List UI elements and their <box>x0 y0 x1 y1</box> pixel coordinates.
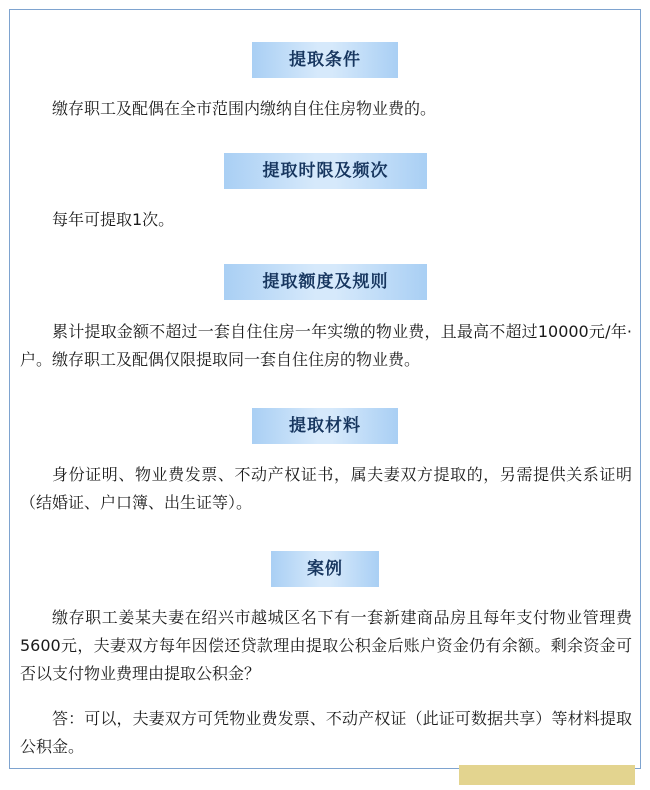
section-text-case-answer: 答：可以，夫妻双方可凭物业费发票、不动产权证（此证可数据共享）等材料提取公积金。 <box>20 709 632 756</box>
section-heading-amount: 提取额度及规则 <box>224 264 427 300</box>
section-heading-case: 案例 <box>271 551 379 587</box>
section-heading-frequency: 提取时限及频次 <box>224 153 427 189</box>
section-heading-conditions: 提取条件 <box>252 42 398 78</box>
section-heading-materials: 提取材料 <box>252 408 398 444</box>
section-text-conditions: 缴存职工及配偶在全市范围内缴纳自住住房物业费的。 <box>52 99 437 118</box>
section-text-case-question: 缴存职工姜某夫妻在绍兴市越城区名下有一套新建商品房且每年支付物业管理费5600元，夫妻双方每年因偿还贷款理由提取公积金后账户资金仍有余额。剩余资金可否以支付物业费理由提取公积金？ <box>20 608 632 683</box>
decorative-accent-bar <box>459 765 635 785</box>
section-text-frequency: 每年可提取1次。 <box>52 210 175 229</box>
section-text-amount: 累计提取金额不超过一套自住住房一年实缴的物业费，且最高不超过10000元/年·户。缴存职工及配偶仅限提取同一套自住住房的物业费。 <box>20 322 632 369</box>
section-text-materials: 身份证明、物业费发票、不动产权证书，属夫妻双方提取的，另需提供关系证明（结婚证、户口簿、出生证等）。 <box>20 465 632 512</box>
